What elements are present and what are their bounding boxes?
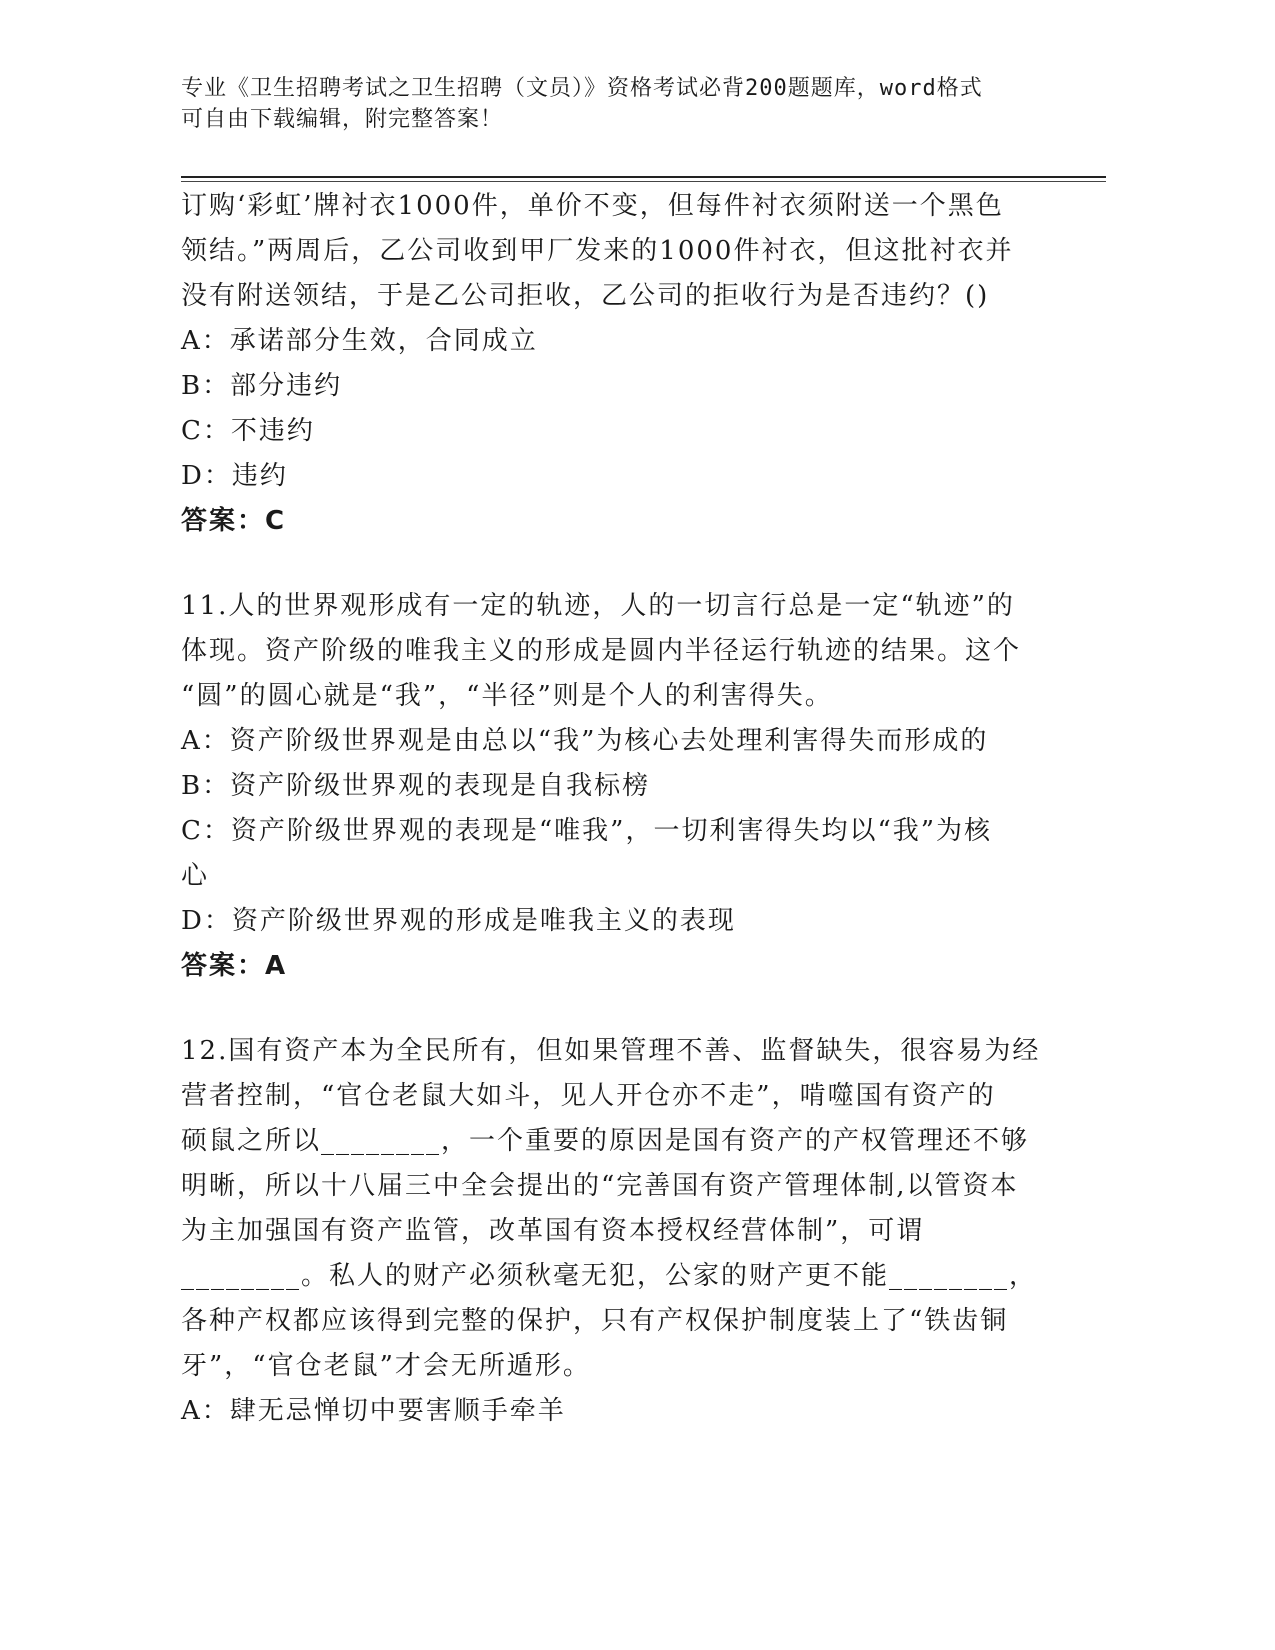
question-text-line: 各种产权都应该得到完整的保护，只有产权保护制度装上了“铁齿铜 — [181, 1306, 1009, 1336]
header-line-1: 专业《卫生招聘考试之卫生招聘（文员）》资格考试必背200题题库，word格式 — [181, 76, 983, 101]
option-c: C：资产阶级世界观的表现是“唯我”，一切利害得失均以“我”为核 — [181, 816, 993, 846]
question-text-line: 体现。资产阶级的唯我主义的形成是圆内半径运行轨迹的结果。这个 — [181, 636, 1022, 666]
spacer — [181, 544, 1061, 584]
question-11 — [181, 584, 1061, 989]
question-text-line: “圆”的圆心就是“我”，“半径”则是个人的利害得失。 — [181, 681, 833, 711]
option-a: A：资产阶级世界观是由总以“我”为核心去处理利害得失而形成的 — [181, 726, 989, 756]
document-header — [181, 73, 1061, 135]
option-b: B：部分违约 — [181, 371, 343, 401]
option-b: B：资产阶级世界观的表现是自我标榜 — [181, 771, 651, 801]
question-text-line: ________。私人的财产必须秋毫无犯，公家的财产更不能________， — [181, 1261, 1038, 1291]
question-content — [181, 184, 1061, 1434]
question-text-line: 12.国有资产本为全民所有，但如果管理不善、监督缺失，很容易为经 — [181, 1036, 1041, 1066]
question-12 — [181, 1029, 1061, 1434]
option-c: C：不违约 — [181, 416, 315, 446]
option-a: A：承诺部分生效，合同成立 — [181, 326, 538, 356]
question-text-line: 牙”，“官仓老鼠”才会无所遁形。 — [181, 1351, 591, 1381]
question-text-line: 没有附送领结，于是乙公司拒收，乙公司的拒收行为是否违约？() — [181, 281, 990, 311]
answer-label: 答案：C — [181, 506, 287, 536]
question-text-line: 营者控制，“官仓老鼠大如斗，见人开仓亦不走”，啃噬国有资产的 — [181, 1081, 996, 1111]
question-text-line: 订购‘彩虹’牌衬衣1000件，单价不变，但每件衬衣须附送一个黑色 — [181, 191, 1004, 221]
option-a: A：肆无忌惮切中要害顺手牵羊 — [181, 1396, 566, 1426]
question-text-line: 明晰，所以十八届三中全会提出的“完善国有资产管理体制,以管资本 — [181, 1171, 1019, 1201]
question-text-line: 领结。”两周后，乙公司收到甲厂发来的1000件衬衣，但这批衬衣并 — [181, 236, 1014, 266]
question-text-line: 硕鼠之所以________，一个重要的原因是国有资产的产权管理还不够 — [181, 1126, 1030, 1156]
header-line-2: 可自由下载编辑，附完整答案！ — [181, 107, 504, 132]
question-text-line: 11.人的世界观形成有一定的轨迹，人的一切言行总是一定“轨迹”的 — [181, 591, 1015, 621]
spacer — [181, 989, 1061, 1029]
header-divider-thin — [181, 181, 1106, 182]
option-d: D：资产阶级世界观的形成是唯我主义的表现 — [181, 906, 736, 936]
question-text-line: 为主加强国有资产监管，改革国有资本授权经营体制”，可谓 — [181, 1216, 925, 1246]
question-10 — [181, 184, 1061, 544]
header-divider-thick — [181, 176, 1106, 178]
answer-label: 答案：A — [181, 951, 288, 981]
option-c-continued: 心 — [181, 861, 210, 891]
option-d: D：违约 — [181, 461, 288, 491]
